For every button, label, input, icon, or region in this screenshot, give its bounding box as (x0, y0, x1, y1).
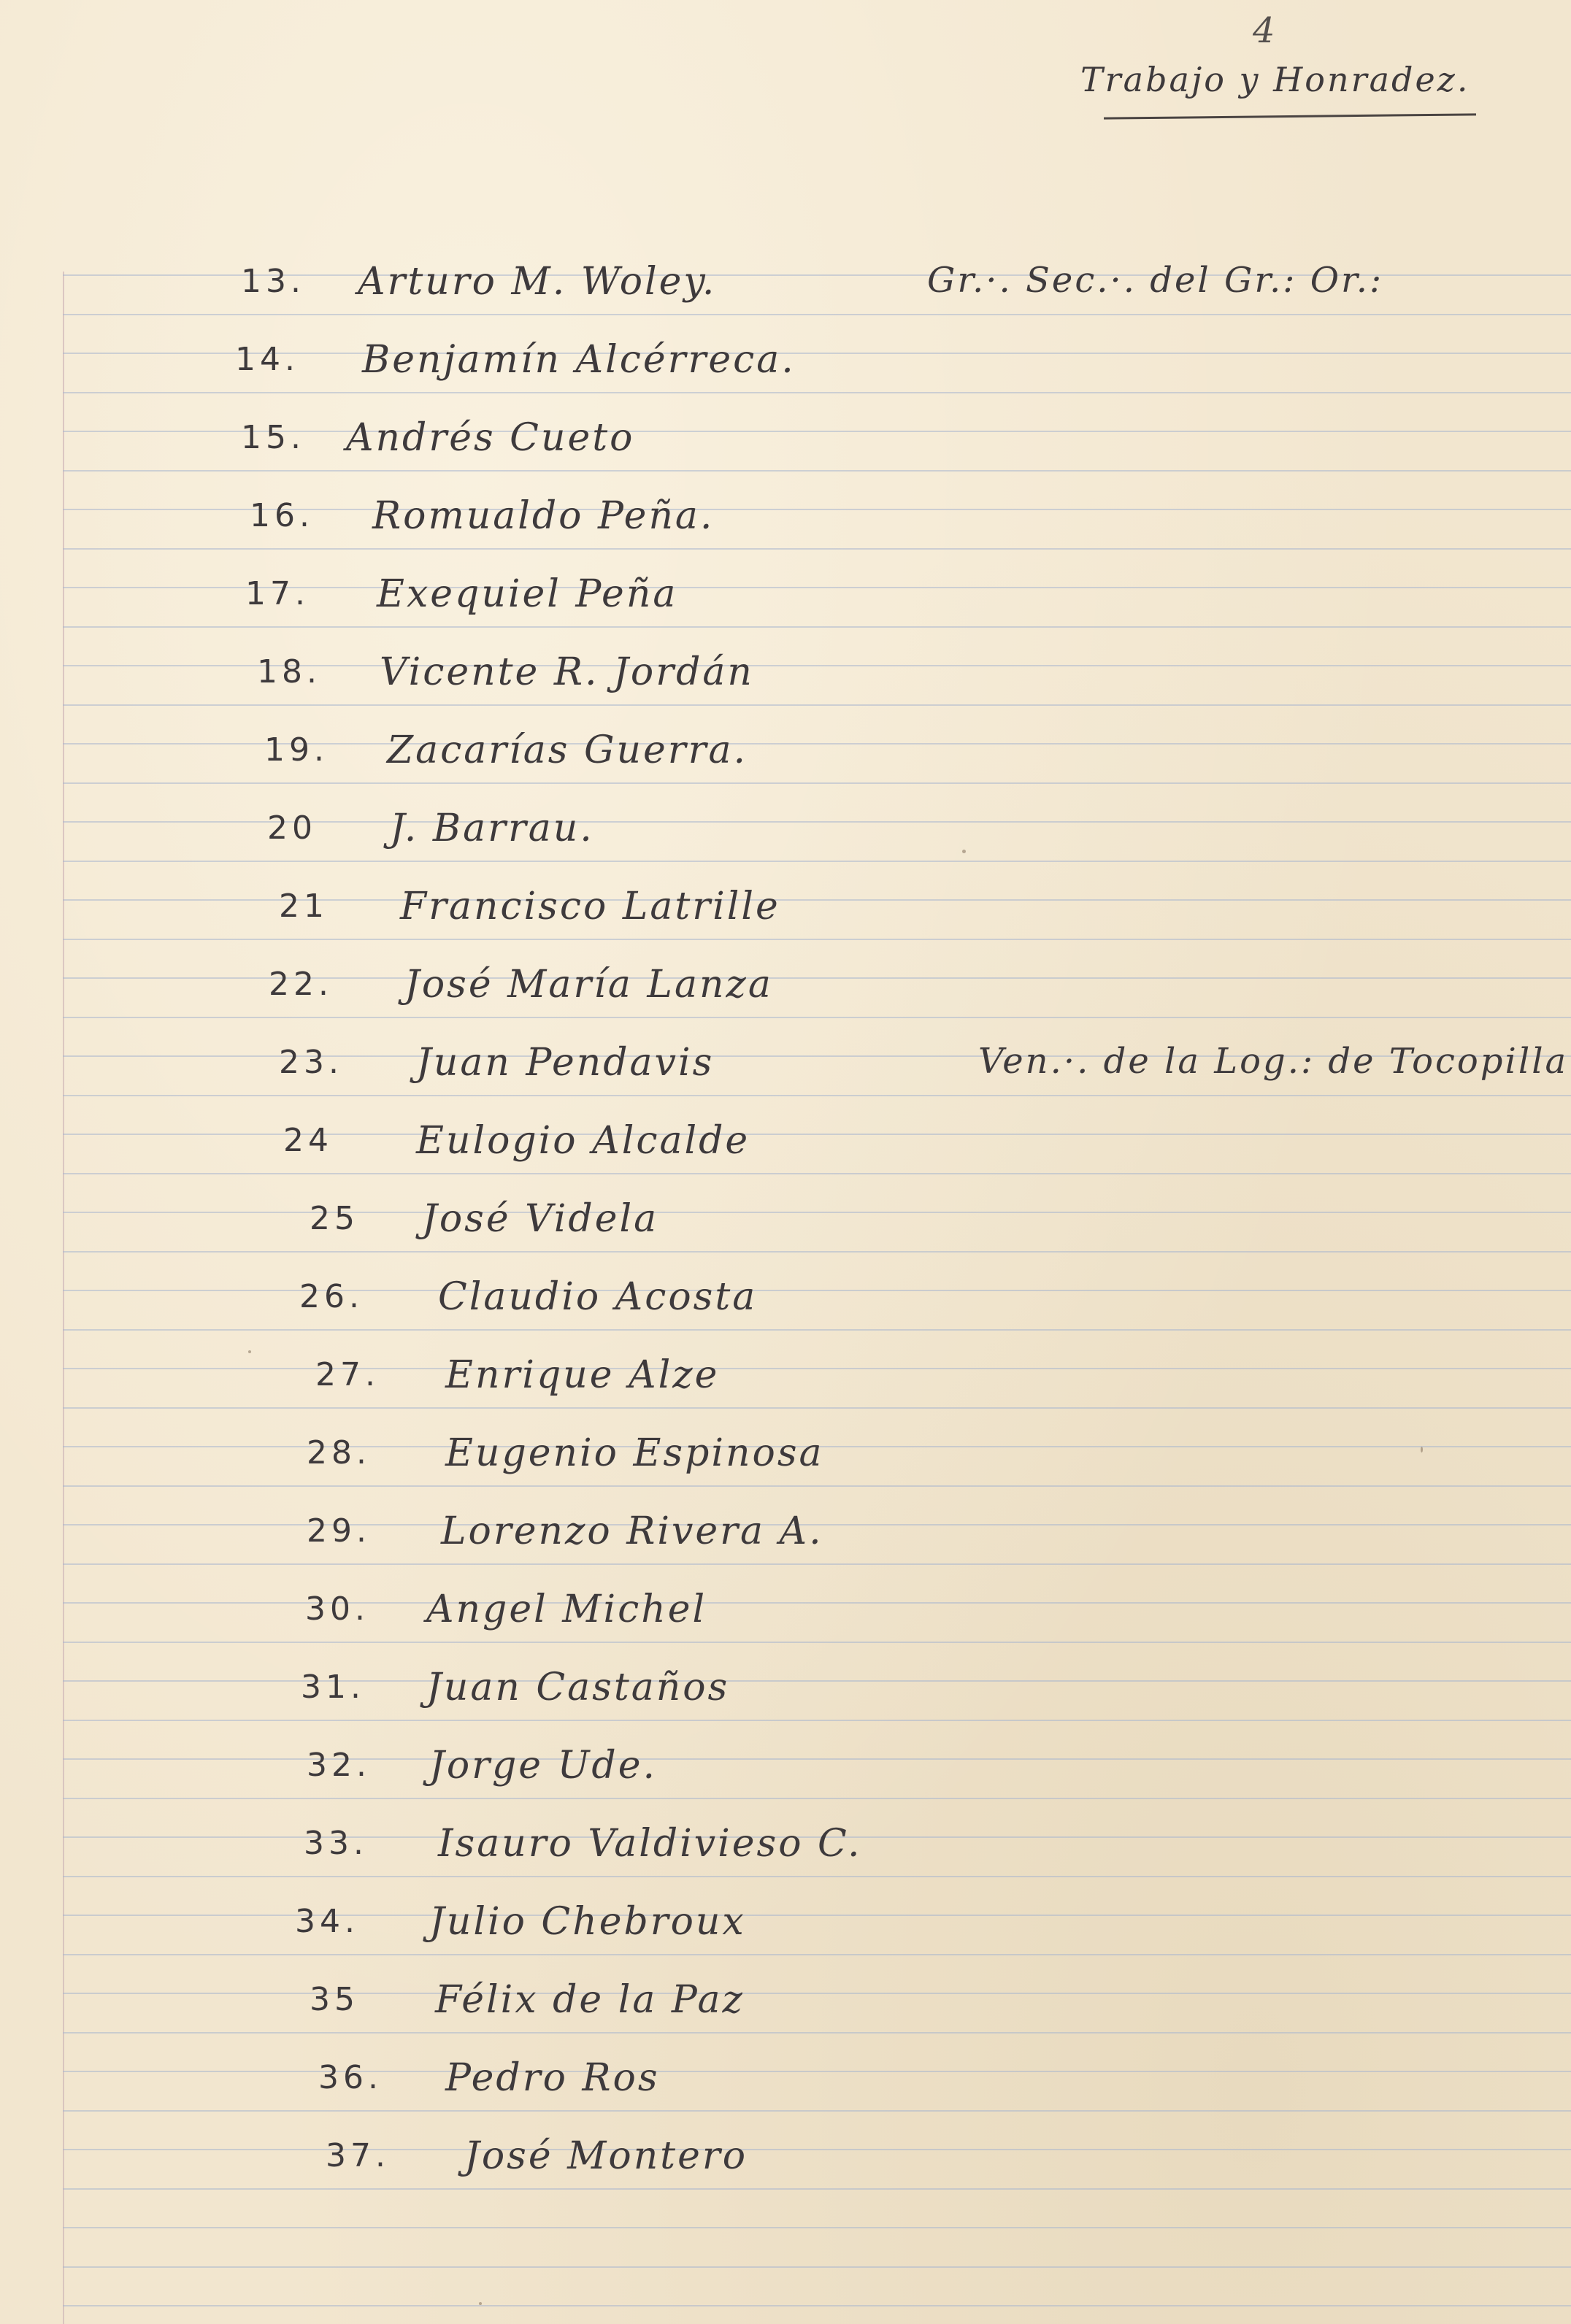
entry-number: 14. (235, 341, 299, 378)
member-entry (0, 2053, 1571, 2126)
member-name: Romualdo Peña. (372, 494, 715, 538)
entry-number: 31. (301, 1669, 365, 1706)
entry-number: 15. (241, 419, 305, 456)
entry-number: 37. (326, 2137, 390, 2174)
member-name: Francisco Latrille (400, 885, 780, 928)
member-name: Claudio Acosta (438, 1275, 758, 1319)
member-entry (0, 647, 1571, 720)
member-name: Angel Michel (426, 1588, 707, 1631)
member-name: Zacarías Guerra. (387, 728, 748, 772)
ink-speck (962, 850, 966, 853)
member-entry (0, 413, 1571, 486)
member-name: Eulogio Alcalde (416, 1119, 750, 1163)
entry-number: 29. (307, 1512, 371, 1550)
member-entry (0, 1507, 1571, 1580)
entry-number: 17. (245, 575, 310, 612)
member-name: José María Lanza (404, 963, 773, 1007)
entry-number: 18. (257, 653, 321, 690)
ruled-line (63, 2266, 1571, 2268)
member-entry (0, 2131, 1571, 2204)
member-name: José Montero (464, 2134, 748, 2178)
ink-speck (1421, 1447, 1423, 1452)
entry-number: 21 (279, 888, 329, 925)
entry-number: 35 (310, 1981, 359, 2018)
ink-speck (248, 1350, 251, 1353)
member-name: Pedro Ros (445, 2056, 660, 2100)
entry-number: 20 (267, 809, 317, 847)
entry-number: 19. (264, 731, 329, 769)
member-office-note: Gr.·. Sec.·. del Gr.: Or.: (927, 260, 1384, 301)
header-underline (1104, 113, 1476, 119)
member-entry (0, 1975, 1571, 2048)
member-entry (0, 335, 1571, 408)
member-entry (0, 569, 1571, 642)
entry-number: 28. (307, 1434, 371, 1471)
ruled-line (63, 2227, 1571, 2228)
member-entry (0, 491, 1571, 564)
member-entry (0, 960, 1571, 1033)
member-name: Arturo M. Woley. (358, 260, 717, 304)
member-entry (0, 257, 1571, 330)
entry-number: 13. (241, 263, 305, 300)
ruled-line (63, 2305, 1571, 2306)
member-name: Juan Castaños (426, 1666, 730, 1709)
member-entry (0, 804, 1571, 877)
member-name: Enrique Alze (445, 1353, 720, 1397)
member-name: Lorenzo Rivera A. (441, 1509, 823, 1553)
entry-number: 24 (283, 1122, 333, 1159)
member-entry (0, 1663, 1571, 1736)
member-entry (0, 1038, 1571, 1111)
member-entry (0, 1272, 1571, 1345)
member-name: Isauro Valdivieso C. (438, 1822, 862, 1866)
entry-number: 27. (315, 1356, 380, 1393)
member-name: Julio Chebroux (429, 1900, 746, 1944)
member-entry (0, 1428, 1571, 1501)
member-name: José Videla (422, 1197, 659, 1241)
member-entry (0, 1819, 1571, 1892)
entry-number: 16. (250, 497, 314, 534)
entry-number: 36. (318, 2059, 383, 2096)
member-name: Eugenio Espinosa (445, 1431, 824, 1475)
member-entry (0, 882, 1571, 955)
member-name: J. Barrau. (390, 807, 594, 850)
member-office-note: Ven.·. de la Log.: de Tocopilla (978, 1041, 1569, 1082)
member-entry (0, 1585, 1571, 1658)
member-entry (0, 1741, 1571, 1814)
entry-number: 30. (305, 1590, 369, 1628)
entry-number: 33. (304, 1825, 368, 1862)
member-entry (0, 1194, 1571, 1267)
entry-number: 26. (299, 1278, 364, 1315)
member-name: Félix de la Paz (435, 1978, 745, 2022)
entry-number: 22. (269, 966, 333, 1003)
member-name: Benjamín Alcérreca. (362, 338, 796, 382)
member-name: Exequiel Peña (377, 572, 678, 616)
member-name: Vicente R. Jordán (380, 650, 754, 694)
member-entry (0, 1897, 1571, 1970)
member-entry (0, 1116, 1571, 1189)
member-entry (0, 1350, 1571, 1423)
member-entry (0, 726, 1571, 799)
entry-number: 34. (295, 1903, 359, 1940)
member-name: Jorge Ude. (429, 1744, 658, 1788)
entry-number: 25 (310, 1200, 359, 1237)
member-name: Juan Pendavis (416, 1041, 715, 1085)
ink-speck (479, 2302, 482, 2305)
page-number: 4 (1253, 10, 1278, 51)
member-name: Andrés Cueto (346, 416, 635, 460)
entry-number: 32. (307, 1747, 371, 1784)
entry-number: 23. (279, 1044, 343, 1081)
header-title: Trabajo y Honradez. (1080, 60, 1470, 99)
